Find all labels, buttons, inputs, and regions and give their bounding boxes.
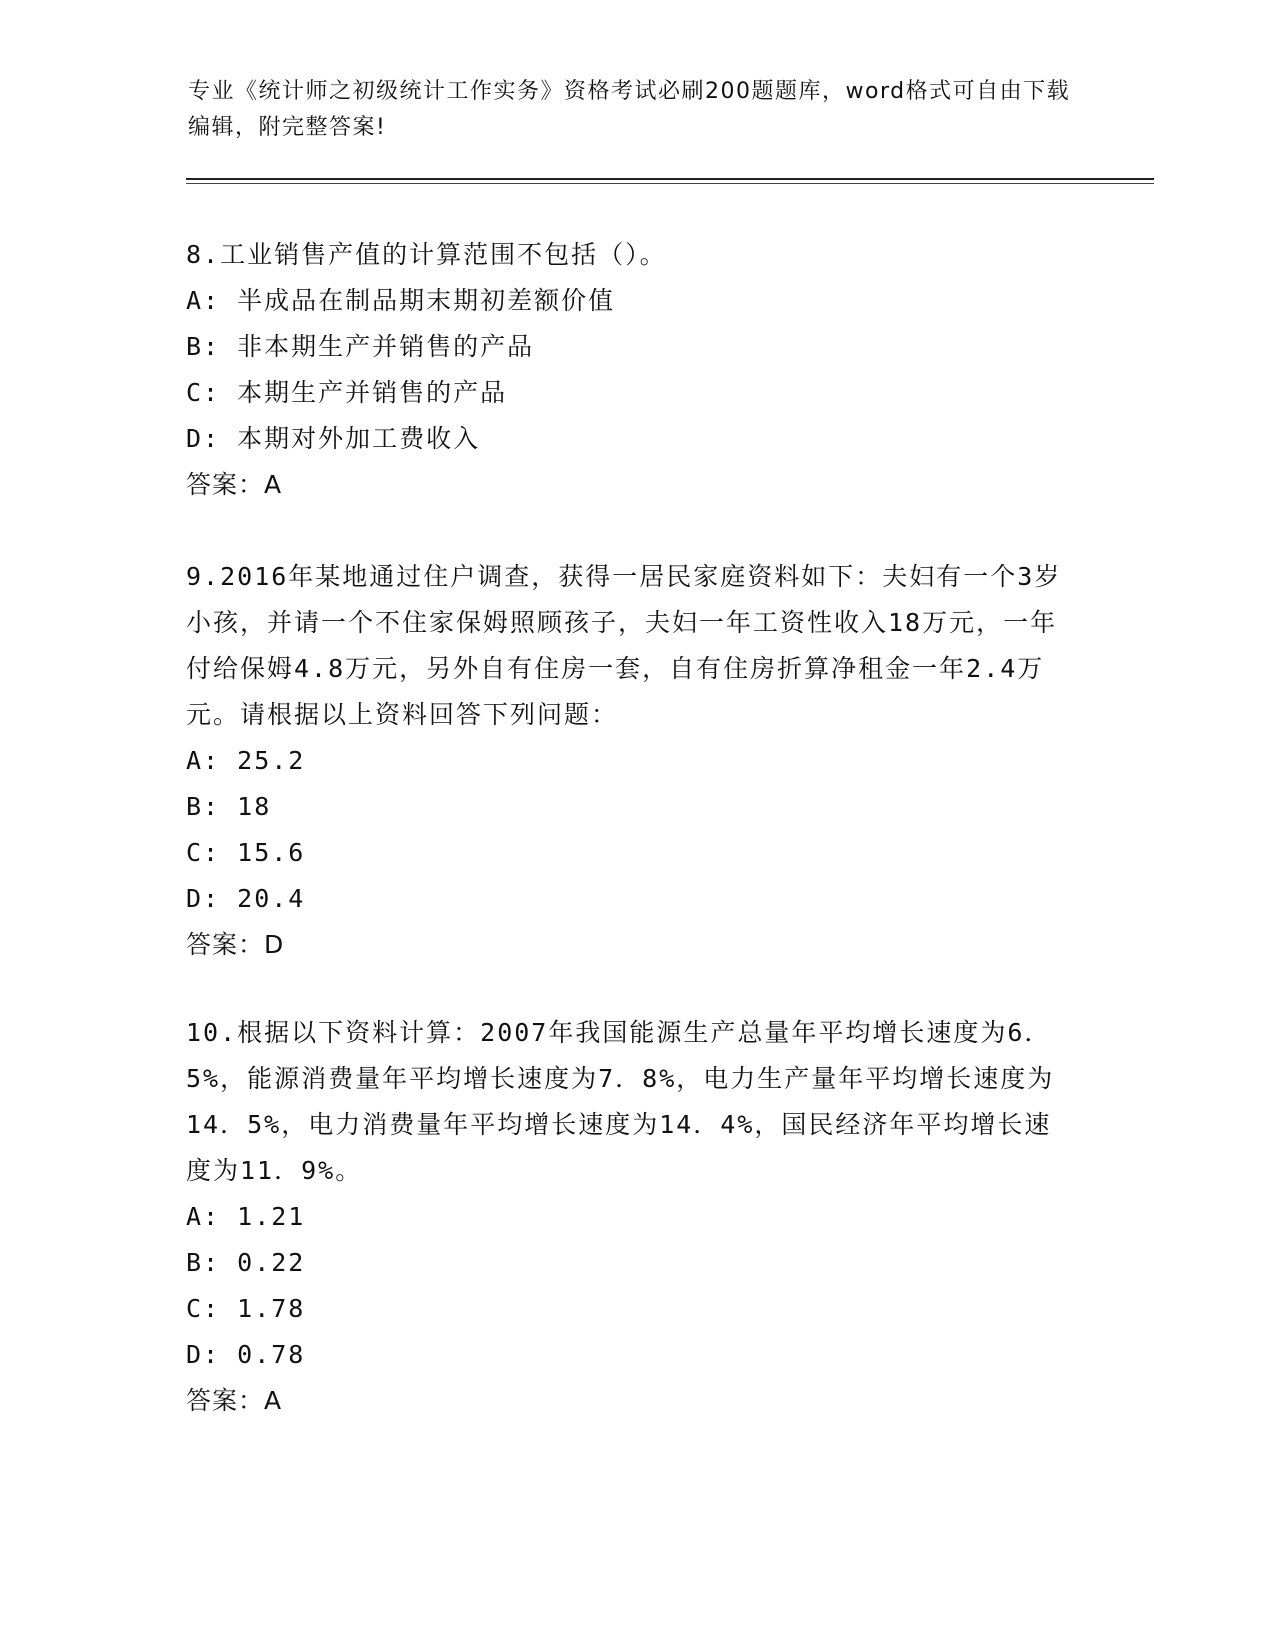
question-9: [186, 554, 1076, 968]
answer: 答案：D: [186, 930, 285, 959]
option-b: B: 0.22: [186, 1248, 306, 1277]
option-a: A: 1.21: [186, 1202, 306, 1231]
question-stem: 10.根据以下资料计算：2007年我国能源生产总量年平均增长速度为6．5%，能源消费量年平均增长速度为7．8%，电力生产量年平均增长速度为14．5%，电力消费量年平均增长速度为14．4%，国民经济年平均增长速度为11．9%。: [186, 1018, 1055, 1185]
option-a: A: 半成品在制品期末期初差额价值: [186, 286, 616, 315]
option-d: D: 本期对外加工费收入: [186, 424, 481, 453]
option-b: B: 18: [186, 792, 272, 821]
option-c: C: 本期生产并销售的产品: [186, 378, 508, 407]
question-10: [186, 1010, 1076, 1424]
option-d: D: 0.78: [186, 1340, 306, 1369]
header-divider-thin: [186, 183, 1154, 184]
answer: 答案：A: [186, 1386, 283, 1415]
question-8: [186, 232, 1076, 508]
question-stem: 8.工业销售产值的计算范围不包括（）。: [186, 240, 667, 269]
option-d: D: 20.4: [186, 884, 306, 913]
option-b: B: 非本期生产并销售的产品: [186, 332, 535, 361]
option-c: C: 15.6: [186, 838, 306, 867]
answer: 答案：A: [186, 470, 283, 499]
option-a: A: 25.2: [186, 746, 306, 775]
question-stem: 9.2016年某地通过住户调查，获得一居民家庭资料如下：夫妇有一个3岁小孩，并请一个不住家保姆照顾孩子，夫妇一年工资性收入18万元，一年付给保姆4.8万元，另外自有住房一套，自有住房折算净租金一年2.4万元。请根据以上资料回答下列问题：: [186, 562, 1062, 729]
document-header: 专业《统计师之初级统计工作实务》资格考试必刷200题题库，word格式可自由下载编辑，附完整答案!: [188, 79, 1071, 140]
option-c: C: 1.78: [186, 1294, 306, 1323]
header-divider-thick: [186, 178, 1154, 180]
